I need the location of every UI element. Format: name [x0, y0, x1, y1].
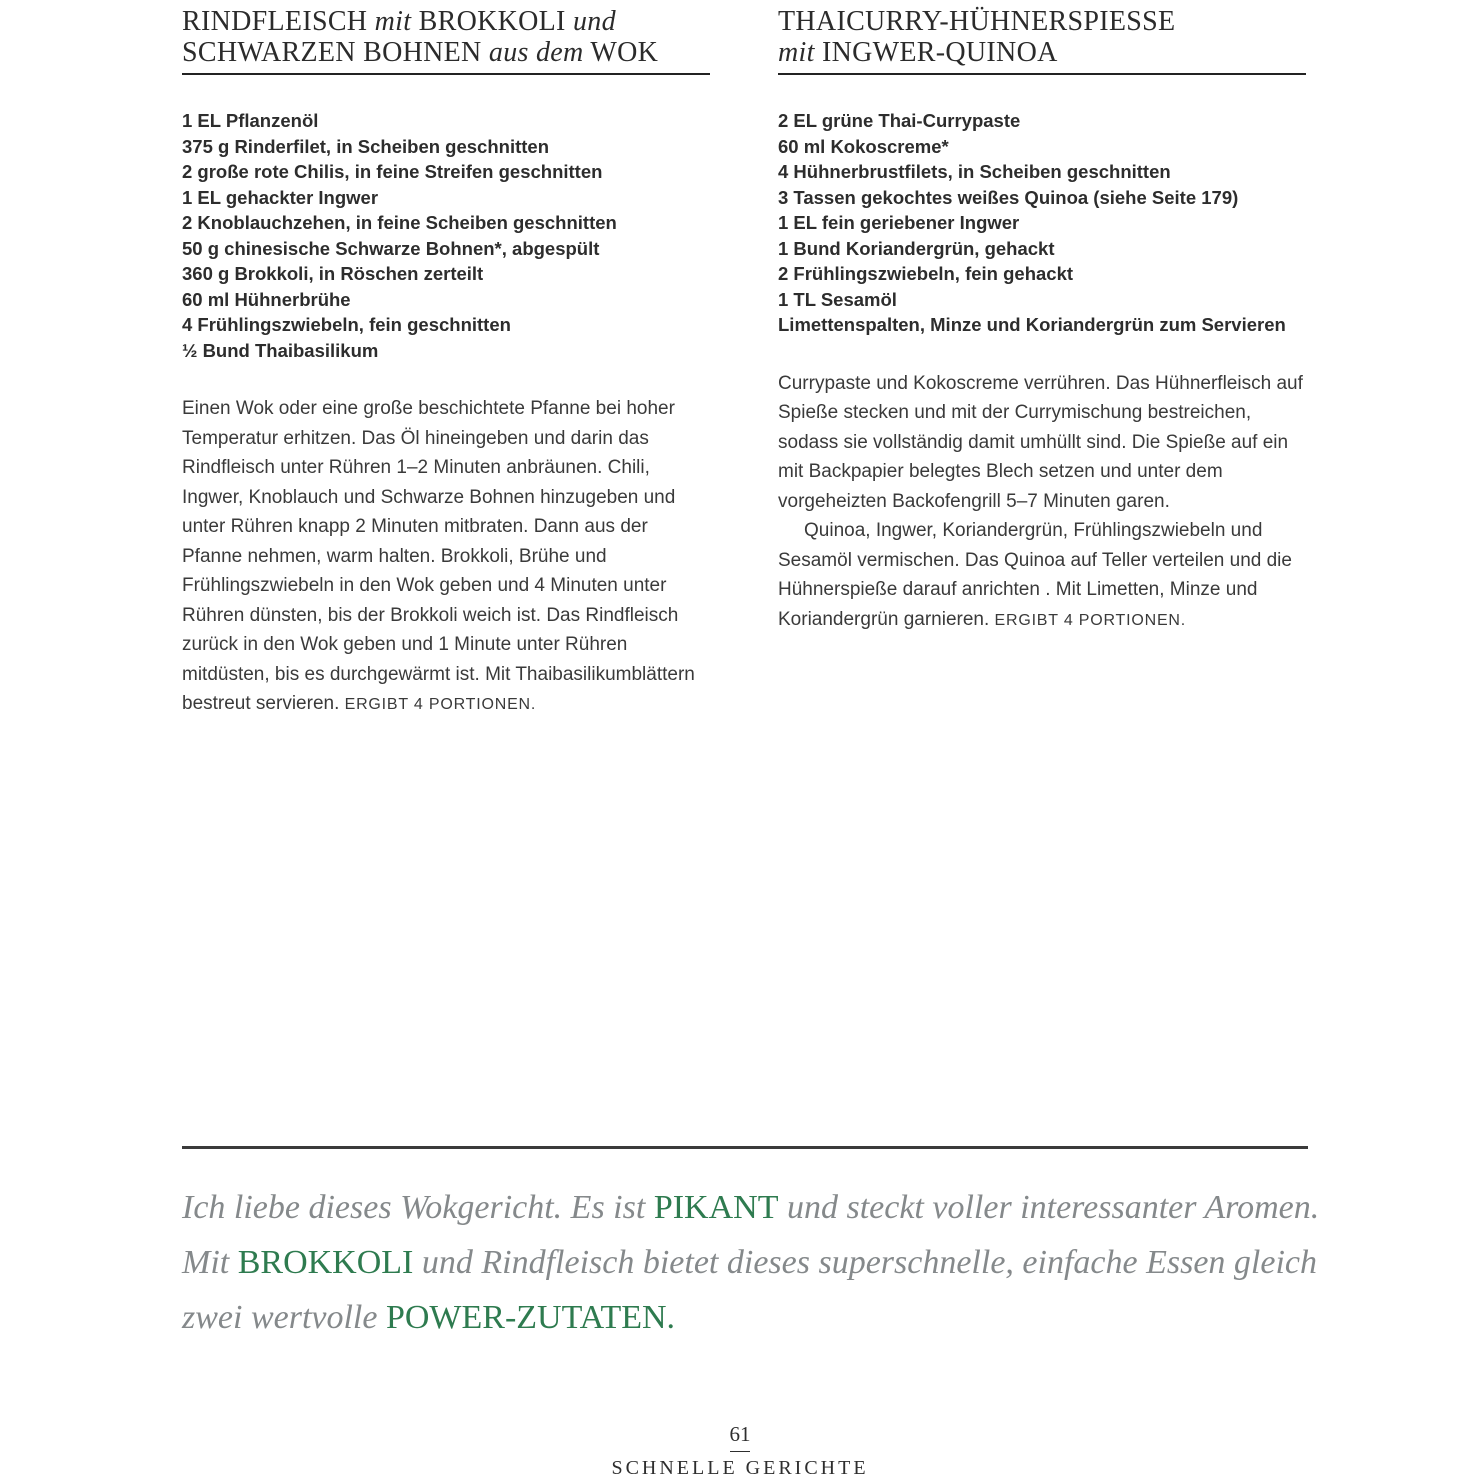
ingredient-item: 1 EL Pflanzenöl — [182, 110, 319, 131]
italic-text: aus dem — [488, 37, 584, 68]
ingredient-item: 50 g chinesische Schwarze Bohnen*, abgespült — [182, 237, 600, 259]
ingredient-item: 1 EL fein geriebener Ingwer — [778, 212, 1020, 233]
italic-text: mit — [778, 37, 815, 68]
text-line — [182, 6, 710, 37]
text-segment: Ich liebe dieses Wokgericht. Es ist — [182, 1189, 654, 1226]
text-segment: und Rindfleisch bietet dieses superschnelle, einfache Essen gleich — [413, 1244, 1317, 1281]
text-line — [182, 1290, 1382, 1345]
ingredient-item: ½ Bund Thaibasilikum — [182, 339, 379, 361]
text-segment: Mit — [182, 1244, 238, 1281]
text-segment: SCHWARZEN BOHNEN — [182, 37, 489, 68]
yield-note: ERGIBT 4 PORTIONEN. — [989, 611, 1187, 629]
ingredient-item: 2 Knoblauchzehen, in feine Scheiben geschnitten — [182, 212, 617, 233]
footer-rule — [730, 1451, 750, 1452]
author-quote — [182, 1180, 1382, 1345]
ingredient-item: 1 EL gehackter Ingwer — [182, 186, 379, 208]
title-rule — [182, 73, 710, 75]
text-line — [182, 37, 710, 68]
text-line — [182, 1180, 1382, 1235]
ingredient-item: 1 TL Sesamöl — [778, 288, 897, 310]
ingredient-list — [182, 108, 710, 363]
ingredient-item: 360 g Brokkoli, in Röschen zerteilt — [182, 263, 484, 284]
text-segment: WOK — [583, 37, 659, 68]
method-paragraph: Currypaste und Kokoscreme verrühren. Das Hühnerfleisch auf Spieße stecken und mit der Currymischung bestreichen, sodass sie vollständig damit umhüllt sind. Die Spieße auf ein mit Backpapier belegtes Blech setzen und unter dem vorgeheizten Backofengrill 5–7 Minuten garen. — [778, 372, 1303, 512]
highlight-text: PIKANT — [653, 1189, 779, 1226]
ingredient-item: 60 ml Kokoscreme* — [778, 135, 949, 157]
method-paragraph: Quinoa, Ingwer, Koriandergrün, Frühlingszwiebeln und Sesamöl vermischen. Das Quinoa auf Teller verteilen und die Hühnerspieße darauf anrichten . Mit Limetten, Minze und Koriandergrün garnieren. ERGIBT 4 PORTIONEN. — [778, 520, 1292, 630]
ingredient-item: 3 Tassen gekochtes weißes Quinoa (siehe Seite 179) — [778, 186, 1239, 208]
highlight-text: BROKKOLI — [237, 1244, 414, 1281]
text-segment: BROKKOLI — [411, 6, 573, 37]
section-label: SCHNELLE GERICHTE — [611, 1457, 869, 1479]
recipe-title — [778, 6, 1306, 68]
highlight-text: POWER-ZUTATEN. — [385, 1299, 676, 1336]
text-segment: und steckt voller interessanter Aromen. — [778, 1189, 1320, 1226]
italic-text: mit — [374, 6, 412, 37]
section-divider — [182, 1146, 1308, 1149]
recipe-thai-curry-skewers — [778, 6, 1306, 635]
ingredient-item: Limettenspalten, Minze und Koriandergrün zum Servieren — [778, 314, 1286, 335]
ingredient-item: 2 EL grüne Thai-Currypaste — [778, 110, 1021, 131]
title-rule — [778, 73, 1306, 75]
text-line — [778, 6, 1306, 37]
text-segment: RINDFLEISCH — [182, 6, 375, 37]
recipe-title — [182, 6, 710, 68]
ingredient-item: 375 g Rinderfilet, in Scheiben geschnitten — [182, 135, 549, 157]
text-segment: INGWER-QUINOA — [814, 37, 1058, 68]
page-footer — [0, 1422, 1480, 1480]
ingredient-item: 4 Hühnerbrustfilets, in Scheiben geschnitten — [778, 161, 1171, 182]
text-segment: THAICURRY-HÜHNERSPIESSE — [778, 6, 1176, 37]
method-text — [778, 369, 1306, 636]
text-line — [778, 37, 1306, 68]
recipe-beef-broccoli — [182, 6, 710, 720]
method-paragraph: Einen Wok oder eine große beschichtete Pfanne bei hoher Temperatur erhitzen. Das Öl hineingeben und darin das Rindfleisch unter Rühren 1–2 Minuten anbräunen. Chili, Ingwer, Knoblauch und Schwarze Bohnen hinzugeben und unter Rühren knapp 2 Minuten mitbraten. Dann aus der Pfanne nehmen, warm halten. Brokkoli, Brühe und Frühlingszwiebeln in den Wok geben und 4 Minuten unter Rühren dünsten, bis der Brokkoli weich ist. Das Rindfleisch zurück in den Wok geben und 1 Minute unter Rühren mitdüsten, bis es durchgewärmt ist. Mit Thaibasilikumblättern bestreut servieren. ERGIBT 4 PORTIONEN. — [182, 398, 695, 714]
ingredient-list — [778, 108, 1306, 338]
italic-text: und — [572, 6, 616, 37]
ingredient-item: 2 Frühlingszwiebeln, fein gehackt — [778, 263, 1074, 284]
text-segment: zwei wertvolle — [182, 1299, 386, 1336]
ingredient-item: 1 Bund Koriandergrün, gehackt — [778, 237, 1055, 259]
yield-note: ERGIBT 4 PORTIONEN. — [339, 696, 537, 713]
method-text — [182, 394, 710, 720]
ingredient-item: 2 große rote Chilis, in feine Streifen geschnitten — [182, 161, 603, 182]
text-line — [182, 1235, 1382, 1290]
ingredient-item: 60 ml Hühnerbrühe — [182, 288, 351, 310]
page-number: 61 — [729, 1422, 751, 1446]
ingredient-item: 4 Frühlingszwiebeln, fein geschnitten — [182, 314, 511, 335]
